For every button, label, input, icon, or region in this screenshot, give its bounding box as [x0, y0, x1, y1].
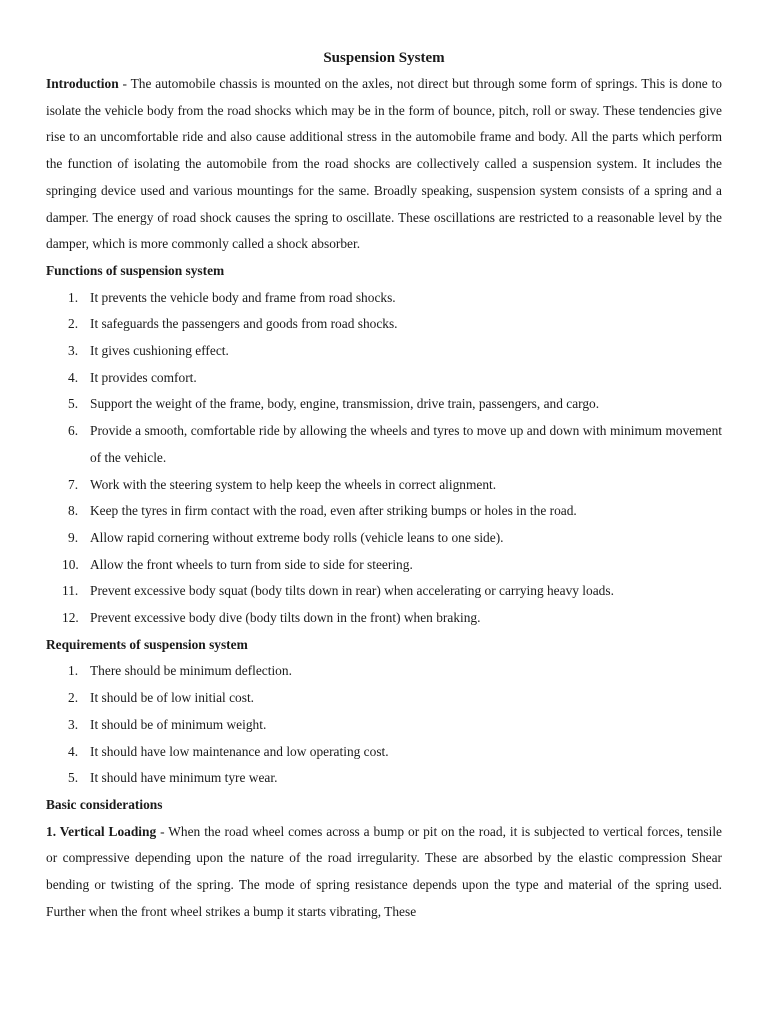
list-item [46, 525, 722, 552]
list-item [46, 365, 722, 392]
list-item [46, 418, 722, 471]
list-number: 5. [68, 396, 79, 412]
list-item [46, 338, 722, 365]
list-number: 1. [68, 289, 79, 305]
list-item [46, 552, 722, 579]
basic-considerations-heading: Basic considerations [46, 796, 163, 812]
list-number: 12. [62, 610, 79, 626]
list-number: 4. [68, 369, 79, 385]
requirements-list [46, 658, 722, 792]
vertical-loading-lead: 1. Vertical Loading [46, 823, 157, 839]
vertical-loading-paragraph [46, 819, 722, 926]
list-number: 2. [68, 316, 79, 332]
list-item [46, 472, 722, 499]
list-item [46, 311, 722, 338]
list-item [46, 285, 722, 312]
list-text: Prevent excessive body squat (body tilts down in rear) when accelerating or carrying heavy loads. [90, 583, 614, 599]
list-text: Allow the front wheels to turn from side to side for steering. [90, 556, 413, 572]
functions-heading: Functions of suspension system [46, 262, 225, 278]
list-number: 8. [68, 503, 79, 519]
list-number: 3. [68, 343, 79, 359]
list-number: 2. [68, 690, 79, 706]
list-item [46, 658, 722, 685]
list-text: Allow rapid cornering without extreme body rolls (vehicle leans to one side). [90, 529, 504, 545]
list-number: 6. [68, 423, 79, 439]
list-text: It should have minimum tyre wear. [90, 770, 278, 786]
list-item [46, 685, 722, 712]
list-item [46, 391, 722, 418]
list-item [46, 712, 722, 739]
list-number: 3. [68, 716, 79, 732]
list-text: It should be of minimum weight. [90, 716, 267, 732]
list-item [46, 498, 722, 525]
intro-text: - The automobile chassis is mounted on the axles, not direct but through some form of springs. This is done to isolate the vehicle body from the road shocks which may be in the form of bounce, pitch, roll or sway. These tendencies give rise to an uncomfortable ride and also cause additional stress in the automobile frame and body. All the parts which perform the function of isolating the automobile from the road shocks are collectively called a suspension system. It includes the springing device used and various mountings for the same. Broadly speaking, suspension system consists of a spring and a damper. The energy of road shock causes the spring to oscillate. These oscillations are restricted to a reasonable level by the damper, which is more commonly called a shock absorber. [46, 76, 722, 252]
list-text: It provides comfort. [90, 369, 197, 385]
list-number: 5. [68, 770, 79, 786]
list-number: 7. [68, 476, 79, 492]
functions-list [46, 285, 722, 632]
list-text: Work with the steering system to help keep the wheels in correct alignment. [90, 476, 497, 492]
list-item [46, 605, 722, 632]
list-number: 1. [68, 663, 79, 679]
list-text: Provide a smooth, comfortable ride by allowing the wheels and tyres to move up and down with minimum movement of the vehicle. [90, 423, 722, 465]
list-text: It gives cushioning effect. [90, 343, 229, 359]
list-text: It should have low maintenance and low operating cost. [90, 743, 389, 759]
list-text: Keep the tyres in firm contact with the road, even after striking bumps or holes in the road. [90, 503, 577, 519]
list-number: 11. [62, 583, 79, 599]
requirements-heading: Requirements of suspension system [46, 636, 248, 652]
list-text: It safeguards the passengers and goods from road shocks. [90, 316, 398, 332]
intro-lead: Introduction [46, 76, 119, 91]
list-number: 9. [68, 529, 79, 545]
list-item [46, 765, 722, 792]
list-text: Prevent excessive body dive (body tilts down in the front) when braking. [90, 610, 481, 626]
list-item [46, 739, 722, 766]
list-text: It prevents the vehicle body and frame from road shocks. [90, 289, 396, 305]
list-text: It should be of low initial cost. [90, 690, 255, 706]
page-title: Suspension System [323, 50, 445, 66]
intro-paragraph [46, 71, 722, 258]
list-number: 4. [68, 743, 79, 759]
list-number: 10. [62, 556, 79, 572]
list-item [46, 578, 722, 605]
list-text: There should be minimum deflection. [90, 663, 292, 679]
vertical-loading-text: - When the road wheel comes across a bump or pit on the road, it is subjected to vertical forces, tensile or compressive depending upon the nature of the road irregularity. These are absorbed by the elastic compression Shear bending or twisting of the spring. The mode of spring resistance depends upon the type and material of the spring used. Further when the front wheel strikes a bump it starts vibrating, These [46, 823, 722, 919]
list-text: Support the weight of the frame, body, engine, transmission, drive train, passengers, and cargo. [90, 396, 600, 412]
